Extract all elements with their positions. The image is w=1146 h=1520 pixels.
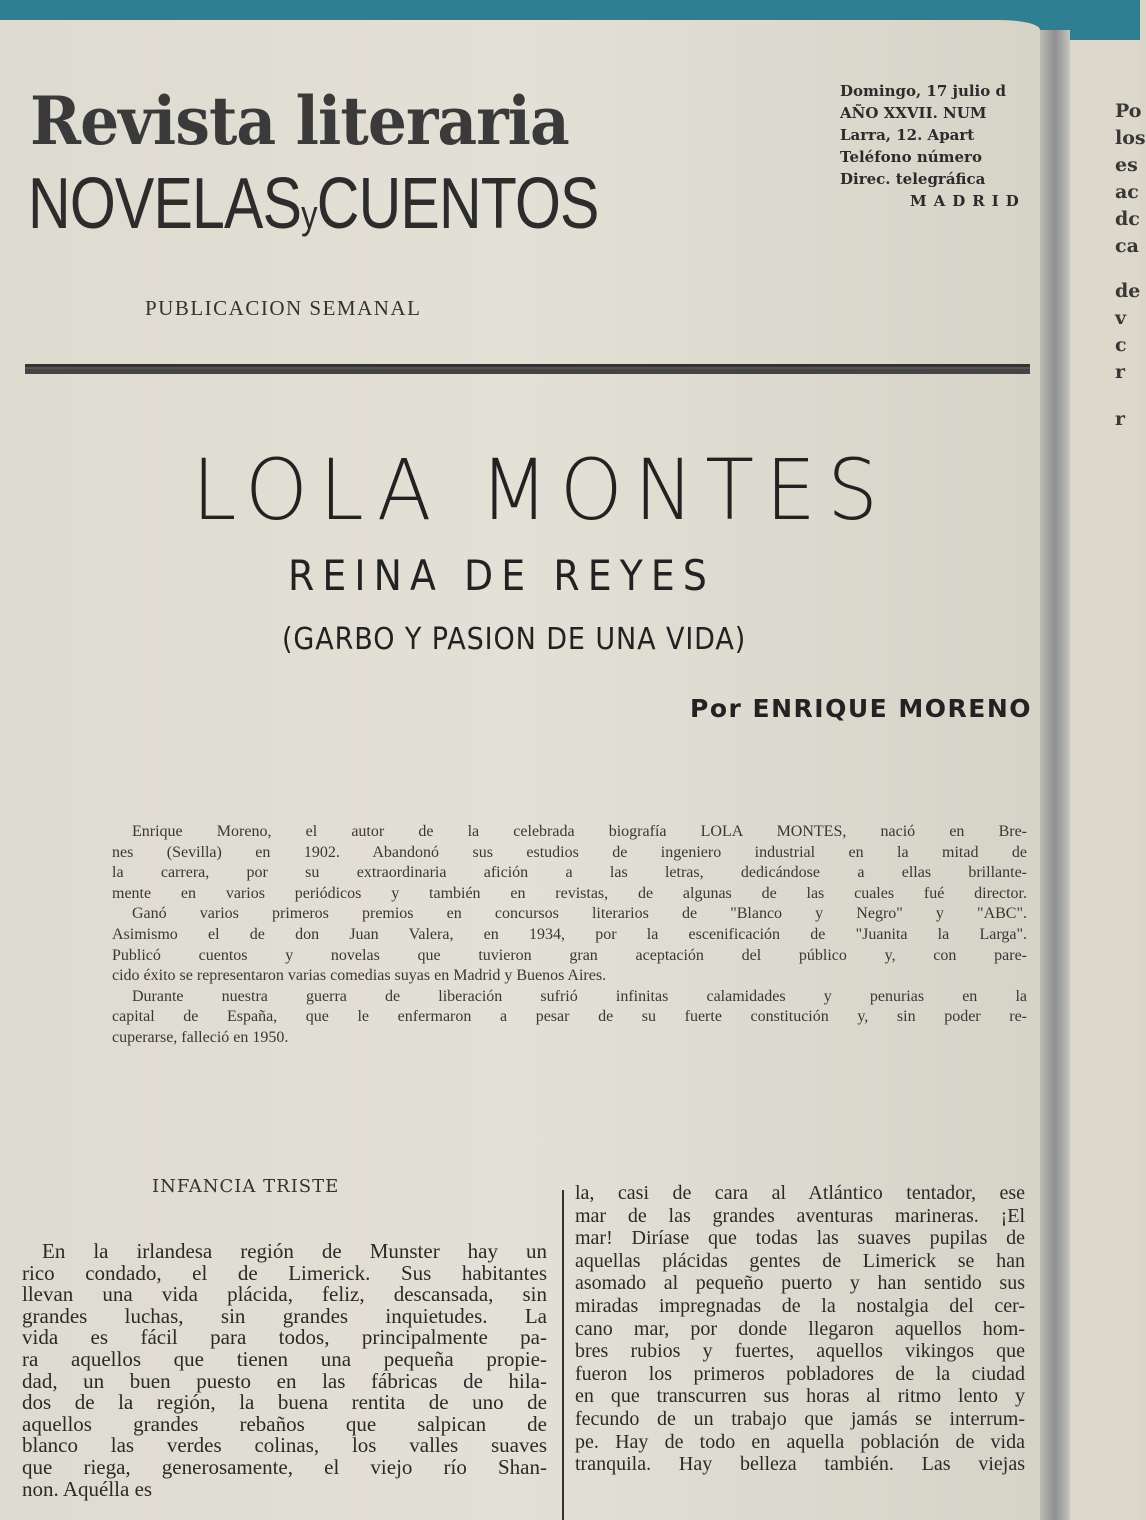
body-line: pe. Hay de todo en aquella población de vida <box>575 1430 1025 1453</box>
adjacent-page <box>1070 40 1146 1520</box>
right-column <box>575 1182 1025 1476</box>
body-line: asomado al pequeño puerto y han sentido sus <box>575 1272 1025 1295</box>
body-line: mar! Diríase que todas las suaves pupilas de <box>575 1227 1025 1250</box>
body-line: rico condado, el de Limerick. Sus habitantes <box>22 1260 547 1285</box>
body-line: bres rubios y fuertes, aquellos vikingos que <box>575 1340 1025 1363</box>
masthead-title: Revista literaria <box>30 82 569 160</box>
body-line: dos de la región, la buena rentita de uno de <box>22 1390 547 1415</box>
fragment: de <box>1115 280 1141 302</box>
left-column <box>22 1241 547 1500</box>
intro-line: nes (Sevilla) en 1902. Abandonó sus estudios de ingeniero industrial en la mitad de <box>112 843 1027 861</box>
body-line: fueron los primeros pobladores de la ciudad <box>575 1362 1025 1385</box>
intro-line: capital de España, que le enfermaron a pesar de su fuerte constitución y, sin poder re- <box>112 1008 1027 1026</box>
intro-line: la carrera, por su extraordinaria afición a las letras, dedicándose a ellas brillante- <box>112 864 1027 882</box>
body-line: fecundo de un trabajo que jamás se interrum- <box>575 1407 1025 1430</box>
fragment: es <box>1115 154 1138 176</box>
publication-frequency: PUBLICACION SEMANAL <box>145 296 422 320</box>
body-line: dad, un buen puesto en las fábricas de hila- <box>22 1368 547 1393</box>
body-line: grandes luchas, sin grandes inquietudes. La <box>22 1303 547 1328</box>
fragment: r <box>1115 361 1126 383</box>
intro-line: Ganó varios primeros premios en concursos literarios de "Blanco y Negro" y "ABC". <box>132 905 1027 923</box>
article-title: LOLA MONTES <box>192 441 890 539</box>
fragment: Po <box>1115 100 1142 122</box>
fragment: ac <box>1115 181 1139 203</box>
issue-number: AÑO XXVII. NUM <box>840 104 987 122</box>
masthead-subtitle <box>28 164 599 244</box>
body-line: aquellos grandes rebaños que salpican de <box>22 1411 547 1436</box>
fragment: los <box>1115 127 1146 149</box>
fragment: v <box>1115 307 1127 329</box>
intro-line: Enrique Moreno, el autor de la celebrada biografía LOLA MONTES, nació en Bre- <box>132 823 1027 840</box>
author-intro <box>112 822 1027 1049</box>
column-divider <box>562 1190 564 1520</box>
issue-info <box>840 80 1026 212</box>
fragment: c <box>1115 334 1127 356</box>
body-line: blanco las verdes colinas, los valles suaves <box>22 1433 547 1458</box>
body-line: miradas impregnadas de la nostalgia del cer- <box>575 1294 1025 1317</box>
body-line: que riega, generosamente, el viejo río Shan- <box>22 1454 547 1479</box>
article-subtitle-secondary: (GARBO Y PASION DE UNA VIDA) <box>282 622 747 657</box>
fragment: ca <box>1115 235 1139 257</box>
issue-city: MADRID <box>910 192 1026 210</box>
header-rule <box>25 364 1030 369</box>
intro-line: Asimismo el de don Juan Valera, en 1934, por la escenificación de "Juanita la Larga". <box>112 925 1027 943</box>
body-line: llevan una vida plácida, feliz, descansada, sin <box>22 1282 547 1307</box>
body-line: la, casi de cara al Atlántico tentador, ese <box>575 1182 1025 1204</box>
intro-line: mente en varios periódicos y también en revistas, de algunas de las cuales fué director. <box>112 884 1027 902</box>
body-line: non. Aquélla es <box>22 1476 153 1501</box>
fragment: r <box>1115 408 1126 430</box>
issue-date: Domingo, 17 julio d <box>840 82 1006 100</box>
masthead-y: y <box>301 193 317 237</box>
intro-line: cuperarse, falleció en 1950. <box>112 1028 289 1046</box>
body-line: en que transcurren sus horas al ritmo lento y <box>575 1385 1025 1408</box>
body-line: cano mar, por donde llegaron aquellos hom- <box>575 1317 1025 1340</box>
body-line: aquellas plácidas gentes de Limerick se han <box>575 1249 1025 1272</box>
body-line: tranquila. Hay belleza también. Las viejas <box>575 1453 1025 1476</box>
section-heading: INFANCIA TRISTE <box>152 1176 340 1197</box>
issue-telegraph: Direc. telegráfica <box>840 170 986 188</box>
intro-line: Durante nuestra guerra de liberación sufrió infinitas calamidades y penurias en la <box>132 987 1027 1005</box>
fragment: dc <box>1115 208 1140 230</box>
magazine-page <box>0 20 1040 1520</box>
body-line: ra aquellos que tienen una pequeña propie- <box>22 1346 547 1371</box>
issue-phone: Teléfono número <box>840 148 982 166</box>
page-gutter <box>1040 30 1070 1520</box>
article-byline: Por ENRIQUE MORENO <box>690 694 1033 723</box>
intro-line: Publicó cuentos y novelas que tuvieron gran aceptación del público y, con pare- <box>112 946 1027 964</box>
intro-line: cido éxito se representaron varias comedias suyas en Madrid y Buenos Aires. <box>112 967 607 985</box>
issue-address: Larra, 12. Apart <box>840 126 975 144</box>
body-line: vida es fácil para todos, principalmente pa- <box>22 1325 547 1350</box>
masthead-cuentos: CUENTOS <box>316 164 599 244</box>
article-subtitle: REINA DE REYES <box>288 551 715 600</box>
body-line: En la irlandesa región de Munster hay un <box>42 1239 547 1263</box>
masthead-novelas: NOVELAS <box>28 164 302 244</box>
body-line: mar de las grandes aventuras marineras. ¡El <box>575 1204 1025 1227</box>
